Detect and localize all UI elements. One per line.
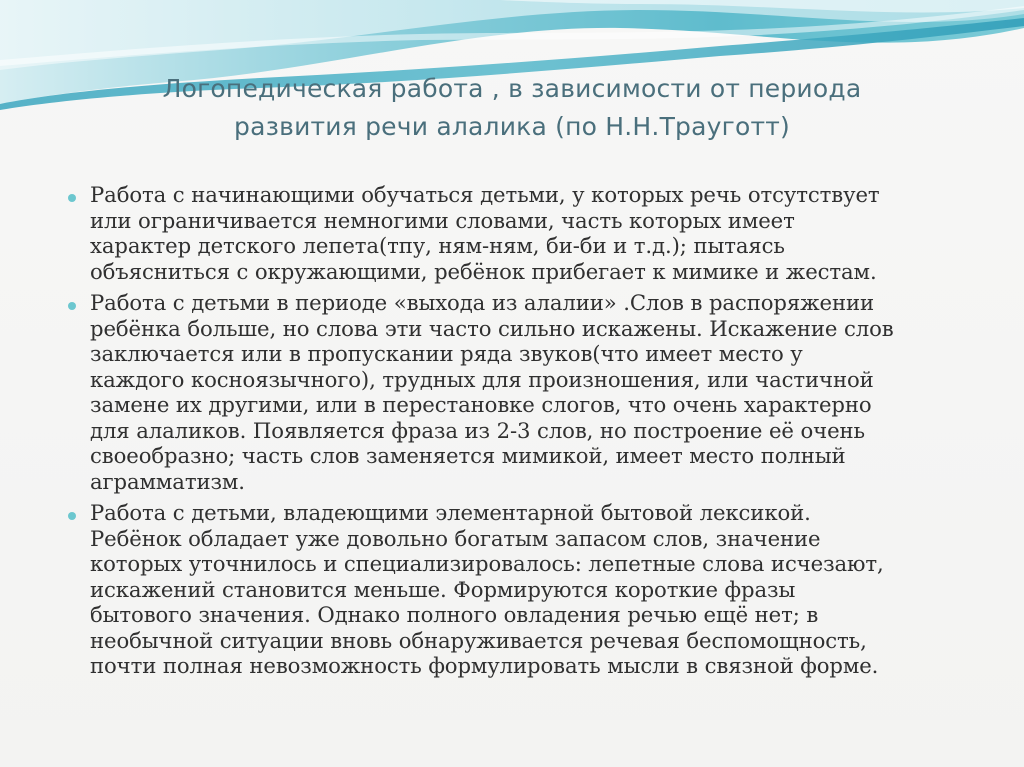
bullet-dot-icon	[68, 512, 76, 520]
slide-title: Логопедическая работа , в зависимости от периода развития речи алалика (по Н.Н.Трауготт)	[162, 74, 862, 141]
bullet-item	[68, 290, 968, 494]
bullet-dot-icon	[68, 194, 76, 202]
bullet-text: Работа с детьми в периоде «выхода из алалии» .Слов в распоряжении ребёнка больше, но слова эти часто сильно искажены. Искажение слов заключается или в пропускании ряда звуков(что имеет место у каждого косноязычного), трудных для произношения, или частичной замене их другими, или в перестановке слогов, что очень характерно для алаликов. Появляется фраза из 2-3 слов, но построение её очень своеобразно; часть слов заменяется мимикой, имеет место полный аграмматизм.	[90, 290, 894, 494]
bullet-item	[68, 500, 968, 679]
bullet-list	[68, 182, 968, 685]
bullet-text: Работа с начинающими обучаться детьми, у которых речь отсутствует или ограничивается немногими словами, часть которых имеет характер детского лепета(тпу, ням-ням, би-би и т.д.); пытаясь объясниться с окружающими, ребёнок прибегает к мимике и жестам.	[90, 182, 880, 284]
bullet-dot-icon	[68, 302, 76, 310]
bullet-text: Работа с детьми, владеющими элементарной бытовой лексикой. Ребёнок обладает уже довольно богатым запасом слов, значение которых уточнилось и специализировалось: лепетные слова исчезают, искажений становится меньше. Формируются короткие фразы бытового значения. Однако полного овладения речью ещё нет; в необычной ситуации вновь обнаруживается речевая беспомощность, почти полная невозможность формулировать мысли в связной форме.	[90, 500, 884, 678]
bullet-item	[68, 182, 968, 284]
